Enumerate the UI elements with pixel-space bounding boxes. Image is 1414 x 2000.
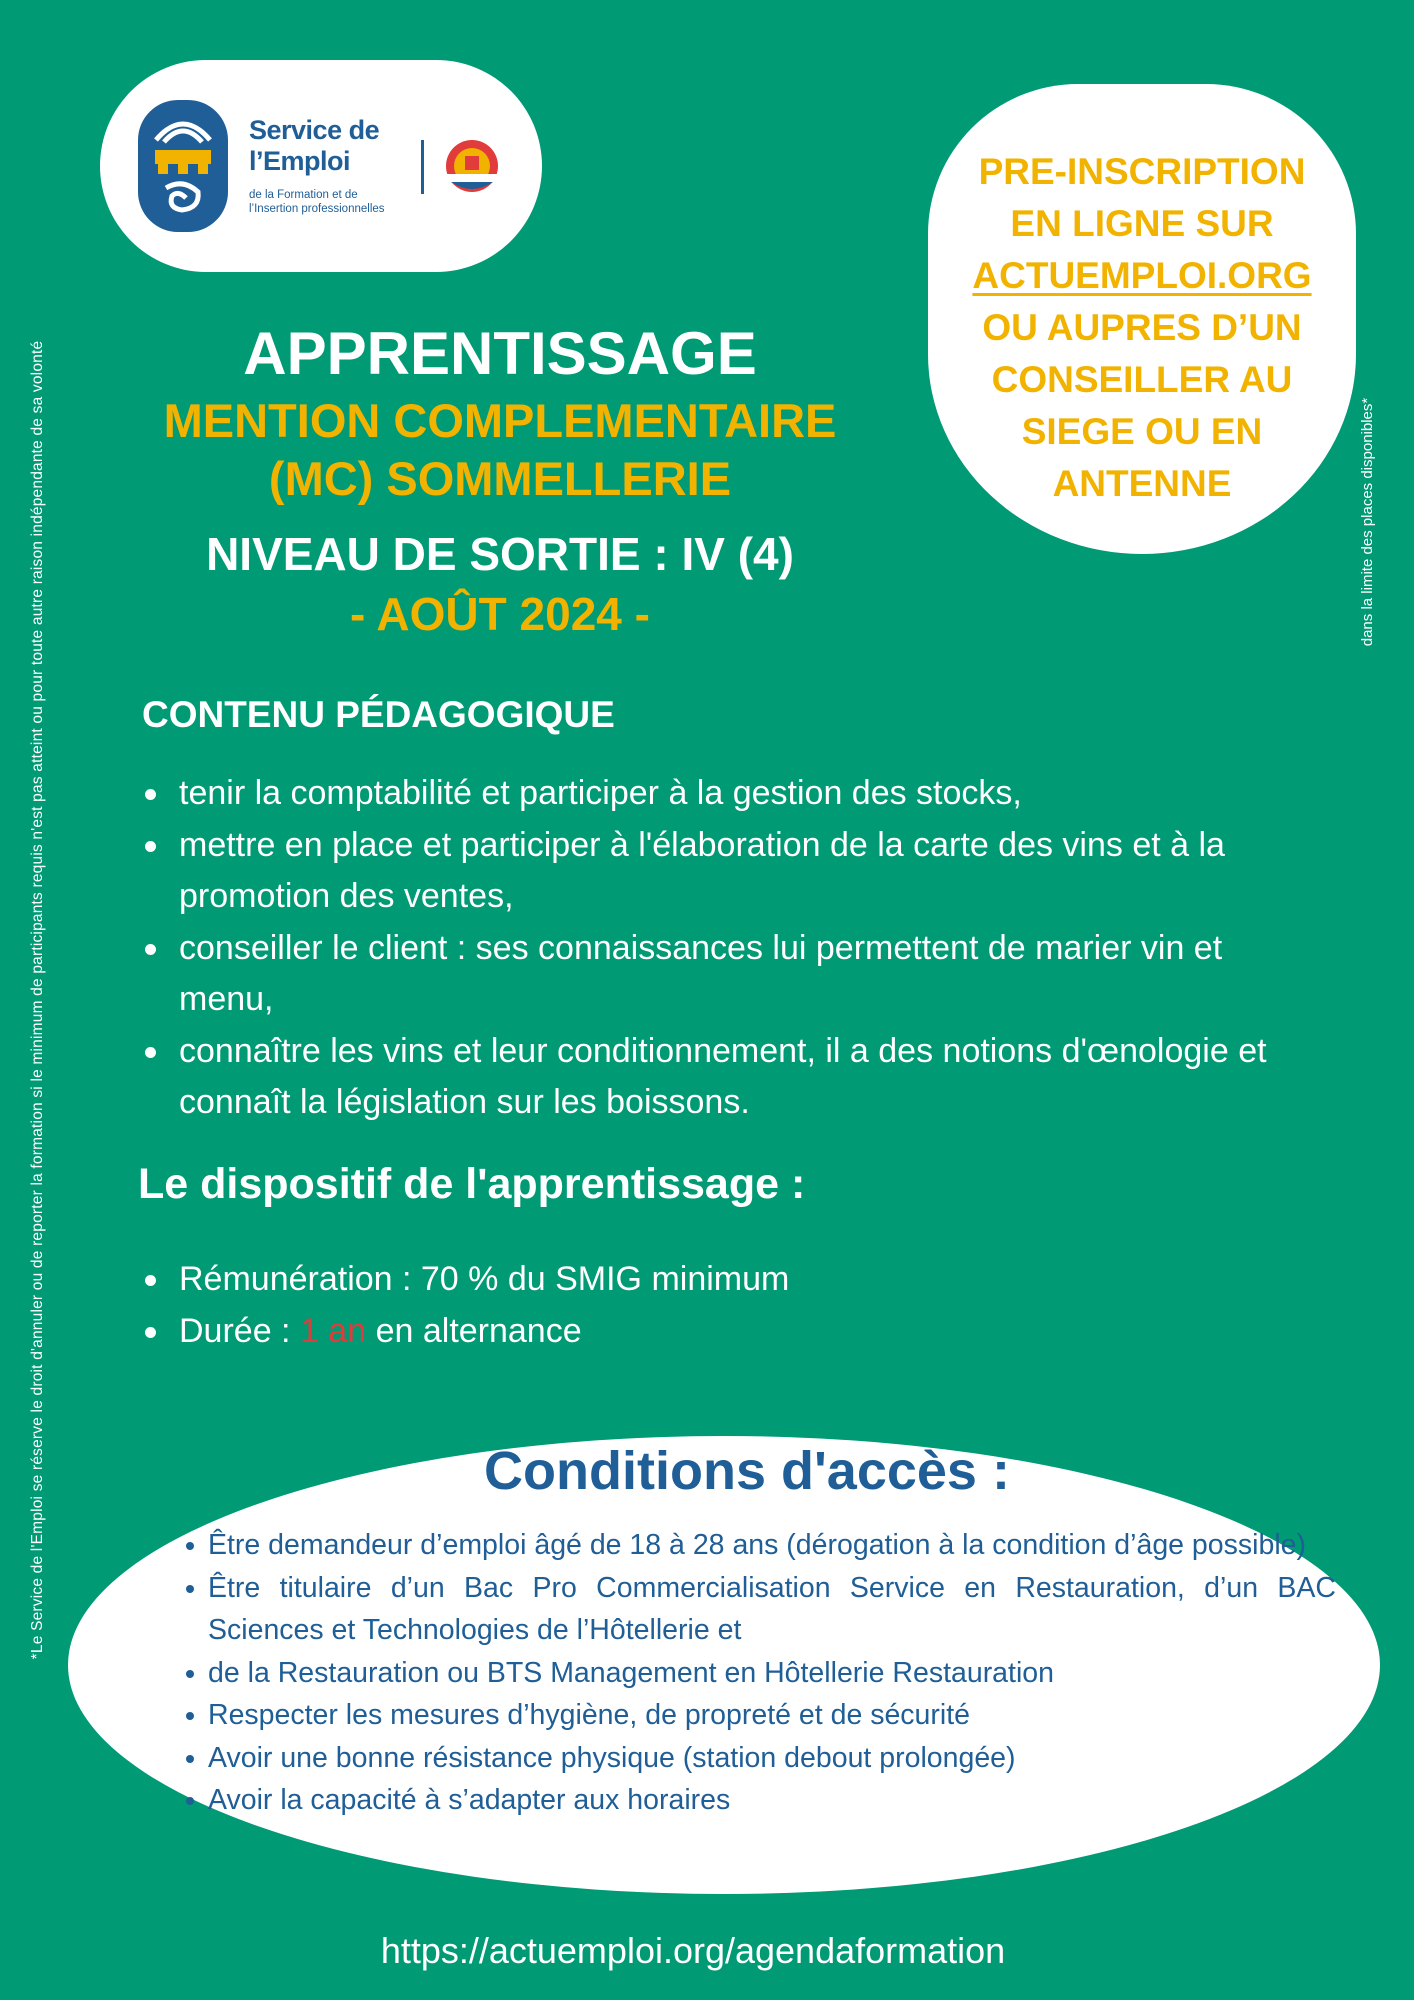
pre-inscription-line5: SIEGE OU EN bbox=[1021, 411, 1263, 452]
list-item: tenir la comptabilité et participer à la gestion des stocks, bbox=[142, 768, 1322, 820]
dispositif-list bbox=[142, 1254, 1322, 1357]
list-item: de la Restauration ou BTS Management en Hôtellerie Restauration bbox=[184, 1652, 1336, 1695]
list-item: Avoir la capacité à s’adapter aux horaires bbox=[184, 1779, 1336, 1822]
conditions-title: Conditions d'accès : bbox=[484, 1441, 1010, 1501]
list-item: conseiller le client : ses connaissances lui permettent de marier vin et menu, bbox=[142, 923, 1322, 1026]
disclaimer-note: *Le Service de l'Emploi se réserve le droit d'annuler ou de reporter la formation si le minimum de participants requis n'est pas atteint ou pour toute autre raison indépendante de sa volonté bbox=[29, 340, 46, 1660]
duration-value: 1 an bbox=[299, 1311, 367, 1350]
pre-inscription-line6: ANTENNE bbox=[1052, 463, 1232, 504]
logo-wordmark bbox=[249, 115, 385, 216]
list-item: Être titulaire d’un Bac Pro Commercialisation Service en Restauration, d’un BAC Sciences et Technologies de l’Hôtellerie et bbox=[184, 1567, 1336, 1652]
logo-subtitle-line1: de la Formation et de bbox=[249, 189, 358, 201]
mention-title bbox=[0, 392, 1000, 508]
duration-item bbox=[142, 1306, 1322, 1358]
service-emploi-logo-icon bbox=[138, 100, 228, 232]
pre-inscription-line1: PRE-INSCRIPTION bbox=[978, 151, 1306, 192]
pre-inscription-line3: OU AUPRES D’UN bbox=[982, 307, 1302, 348]
mention-title-line2: (MC) SOMMELLERIE bbox=[268, 452, 732, 505]
pre-inscription-line4: CONSEILLER AU bbox=[991, 359, 1293, 400]
remuneration-item: Rémunération : 70 % du SMIG minimum bbox=[142, 1254, 1322, 1306]
duration-prefix: Durée : bbox=[179, 1311, 300, 1350]
availability-note: dans la limite des places disponibles* bbox=[1359, 397, 1376, 647]
session-date: - AOÛT 2024 - bbox=[350, 588, 650, 640]
agenda-link[interactable]: https://actuemploi.org/agendaformation bbox=[380, 1930, 1006, 1971]
logo-title-line1: Service de bbox=[249, 115, 380, 145]
content-section-title: CONTENU PÉDAGOGIQUE bbox=[142, 694, 615, 735]
logo-subtitle-line2: l’Insertion professionnelles bbox=[249, 203, 385, 215]
polynesia-emblem-icon bbox=[445, 138, 499, 194]
content-list bbox=[142, 768, 1322, 1129]
actuemploi-link[interactable]: ACTUEMPLOI.ORG bbox=[972, 255, 1312, 296]
list-item: Respecter les mesures d’hygiène, de propreté et de sécurité bbox=[184, 1694, 1336, 1737]
mention-title-line1: MENTION COMPLEMENTAIRE bbox=[163, 394, 837, 447]
logo-block bbox=[100, 60, 542, 272]
list-item: Être demandeur d’emploi âgé de 18 à 28 ans (dérogation à la condition d’âge possible) bbox=[184, 1524, 1336, 1567]
conditions-list bbox=[184, 1524, 1336, 1822]
exit-level: NIVEAU DE SORTIE : IV (4) bbox=[206, 528, 794, 580]
page-title: APPRENTISSAGE bbox=[243, 320, 757, 387]
duration-suffix: en alternance bbox=[366, 1311, 582, 1350]
list-item: connaître les vins et leur conditionnement, il a des notions d'œnologie et connaît la législation sur les boissons. bbox=[142, 1026, 1322, 1129]
logo-divider bbox=[421, 140, 424, 194]
list-item: Avoir une bonne résistance physique (station debout prolongée) bbox=[184, 1737, 1336, 1780]
pre-inscription-line2: EN LIGNE SUR bbox=[1010, 203, 1274, 244]
dispositif-title: Le dispositif de l'apprentissage : bbox=[138, 1160, 806, 1208]
list-item: mettre en place et participer à l'élaboration de la carte des vins et à la promotion des ventes, bbox=[142, 820, 1322, 923]
logo-title-line2: l’Emploi bbox=[249, 146, 351, 176]
